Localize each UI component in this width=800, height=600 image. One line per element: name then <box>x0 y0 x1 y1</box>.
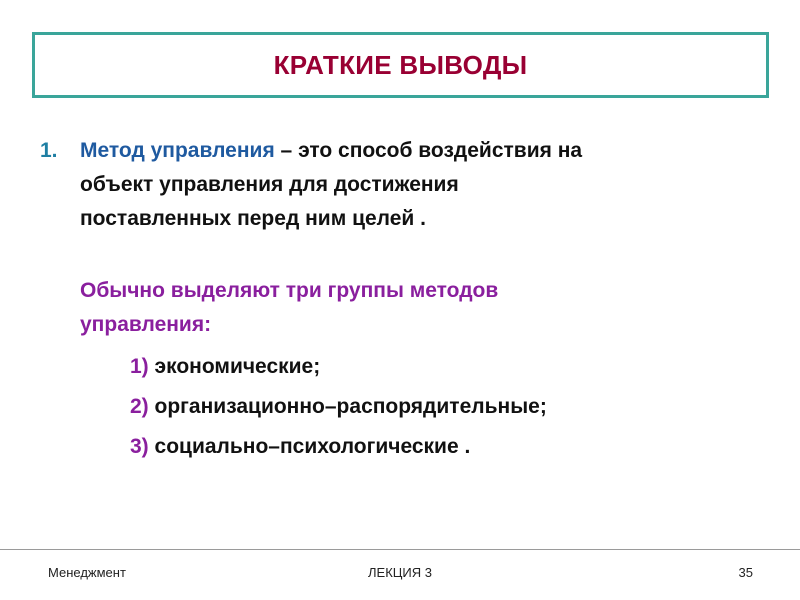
footer-divider <box>0 549 800 550</box>
slide-title: КРАТКИЕ ВЫВОДЫ <box>273 49 528 80</box>
groups-intro <box>80 274 760 342</box>
definition-line-1-rest: – это способ воздействия на <box>274 139 583 162</box>
footer-lecture-label: ЛЕКЦИЯ 3 <box>368 565 432 580</box>
list-item-text <box>80 134 760 236</box>
list-item-number: 1. <box>40 139 58 162</box>
definition-line-1 <box>80 134 760 168</box>
method-group-organizational <box>130 390 760 424</box>
definition-term: Метод управления <box>80 139 275 162</box>
method-group-social <box>130 430 760 464</box>
definition-line-3: поставленных перед ним целей . <box>80 207 426 230</box>
slide-title-box <box>32 32 769 98</box>
method-group-number: 1) <box>130 355 149 378</box>
method-group-number: 3) <box>130 435 149 458</box>
method-group-economic <box>130 350 760 384</box>
footer-page-number: 35 <box>738 565 753 580</box>
footer-course-name: Менеджмент <box>48 565 126 580</box>
method-group-list <box>130 350 760 464</box>
method-group-label: экономические; <box>148 355 321 378</box>
groups-intro-line-2: управления: <box>80 313 212 336</box>
method-group-number: 2) <box>130 395 149 418</box>
list-item-1 <box>40 134 760 236</box>
method-group-label: организационно–распорядительные; <box>148 395 547 418</box>
slide-body <box>40 134 760 470</box>
method-group-label: социально–психологические . <box>148 435 471 458</box>
definition-line-2: объект управления для достижения <box>80 173 459 196</box>
groups-intro-line-1: Обычно выделяют три группы методов <box>80 279 499 302</box>
